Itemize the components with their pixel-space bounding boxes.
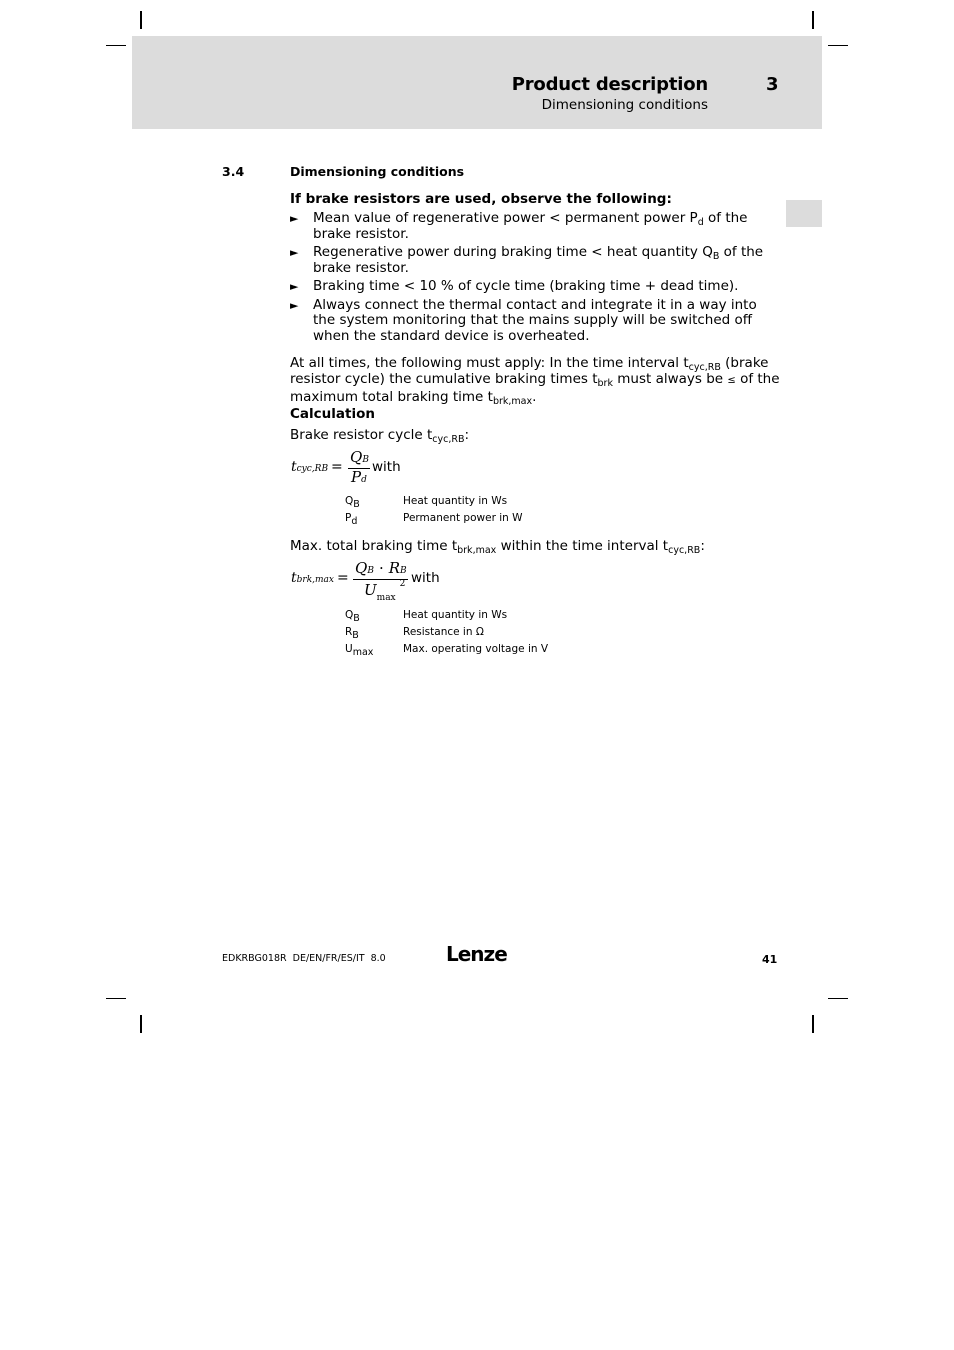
- crop-mark: [812, 1015, 814, 1033]
- crop-mark: [828, 45, 848, 46]
- page-subtitle: Dimensioning conditions: [541, 97, 708, 113]
- list-item: ► Regenerative power during braking time < heat quantity $Q_B$ of the brake resistor.: [290, 244, 764, 276]
- formula1-lhs: tcyc,RB: [291, 459, 329, 475]
- requirement-paragraph: At all times, the following must apply: In the time interval $t_{cyc,RB}$ (brake resistor cycle) the cumulative braking times $t_{brk}$ must always be ≤ of the maximum total braking time $t_{brk,max}$.: [290, 355, 780, 407]
- crop-mark: [140, 1015, 142, 1033]
- crop-mark: [106, 998, 126, 999]
- crop-mark: [106, 45, 126, 46]
- section-number: 3.4: [222, 164, 245, 179]
- intro-bold: If brake resistors are used, observe the following:: [290, 191, 672, 207]
- calculation-heading: Calculation: [290, 406, 375, 422]
- formula2-equals: =: [337, 570, 349, 586]
- formula2-denominator: $U_{max}^2$: [364, 579, 406, 603]
- chapter-tab: [786, 200, 822, 227]
- formula2-lhs: tbrk,max: [291, 570, 334, 586]
- triangle-bullet-icon: ►: [290, 212, 299, 225]
- page-number: 41: [762, 953, 778, 966]
- list-item: ► Mean value of regenerative power < permanent power $P_d$ of the brake resistor.: [290, 210, 748, 242]
- formula2-intro: Max. total braking time $t_{brk,max}$ within the time interval $t_{cyc,RB}$:: [290, 538, 705, 556]
- list-item: ► Always connect the thermal contact and integrate it in a way into the system monitoring that the mains supply will be switched off when the standard device is overheated.: [290, 296, 757, 344]
- formula1-with: with: [372, 459, 401, 475]
- formula2-numerator: QB · RB: [355, 559, 407, 577]
- section-title: Dimensioning conditions: [290, 164, 465, 179]
- document-code: EDKRBG018R DE/EN/FR/ES/IT 8.0: [222, 953, 386, 964]
- bullet-list: [290, 211, 780, 347]
- formula1-intro: Brake resistor cycle $t_{cyc,RB}$:: [290, 427, 470, 445]
- formula1-equals: =: [331, 459, 343, 475]
- formula1-denominator: Pd: [351, 468, 367, 486]
- triangle-bullet-icon: ►: [290, 280, 299, 293]
- header-band: [132, 36, 822, 129]
- formula1-numerator: QB: [350, 448, 369, 466]
- triangle-bullet-icon: ►: [290, 246, 299, 259]
- triangle-bullet-icon: ►: [290, 298, 299, 312]
- page-title: Product description: [511, 74, 708, 95]
- lenze-logo: Lenze: [446, 942, 507, 966]
- crop-mark: [140, 11, 142, 29]
- list-item: ► Braking time < 10 % of cycle time (braking time + dead time).: [290, 278, 739, 294]
- formula2-with: with: [411, 570, 440, 586]
- chapter-number: 3: [766, 74, 779, 95]
- crop-mark: [828, 998, 848, 999]
- crop-mark: [812, 11, 814, 29]
